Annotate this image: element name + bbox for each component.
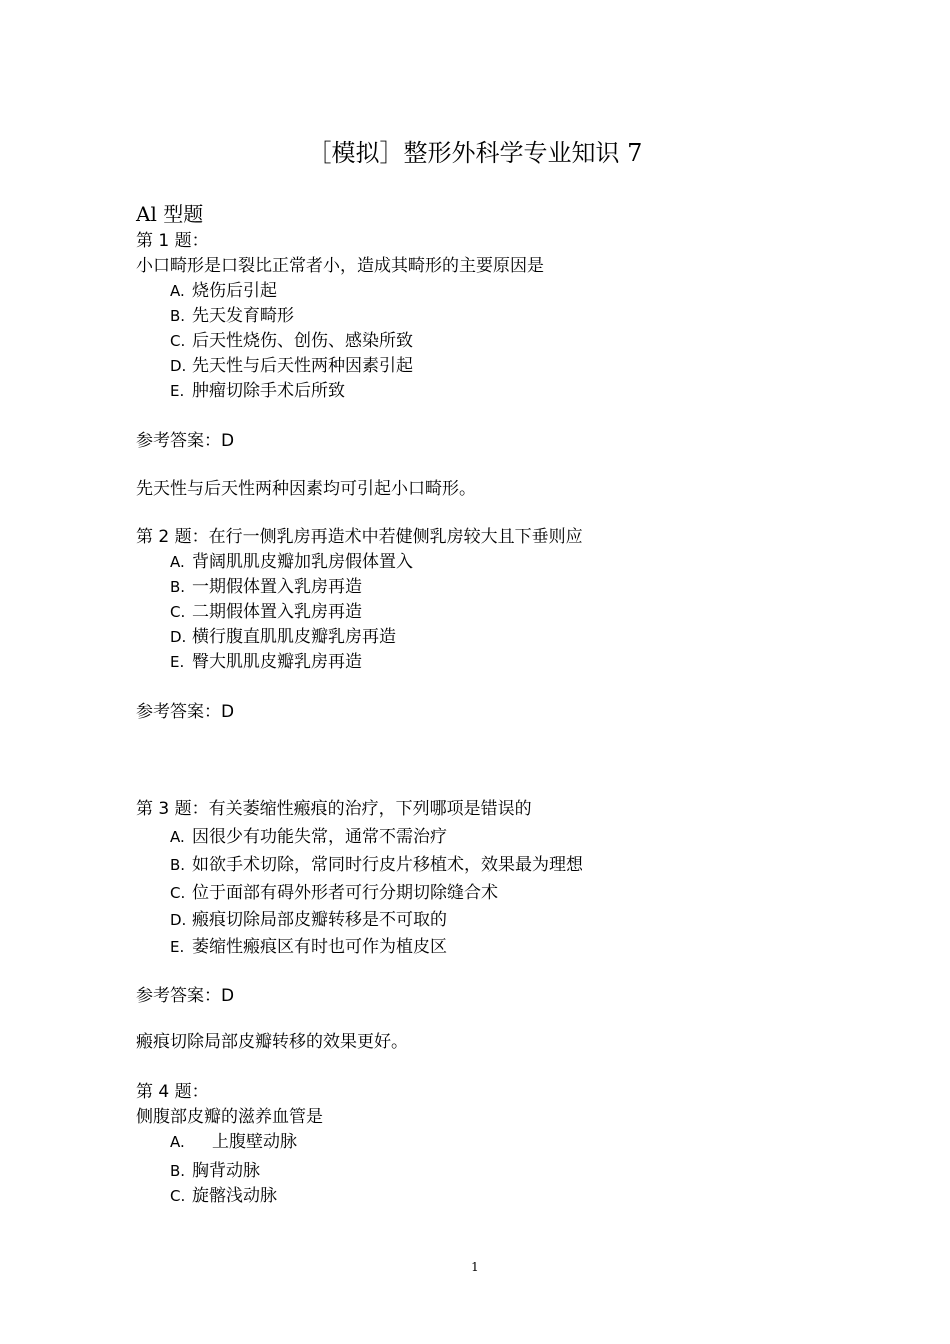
- q1-option-e: [170, 379, 345, 404]
- q4-option-c: [170, 1184, 277, 1209]
- q1-explanation: 先天性与后天性两种因素均可引起小口畸形。: [136, 479, 476, 499]
- q3-answer: 参考答案：D: [136, 986, 235, 1006]
- option-letter: A.: [170, 282, 185, 300]
- option-letter: A.: [170, 553, 185, 571]
- page-number: 1: [471, 1260, 479, 1274]
- option-letter: C.: [170, 884, 186, 902]
- option-text: 横行腹直肌肌皮瓣乳房再造: [192, 627, 396, 647]
- option-text: 一期假体置入乳房再造: [192, 577, 362, 597]
- q3-option-a: [170, 825, 447, 850]
- option-letter: E.: [170, 653, 185, 671]
- option-letter: D.: [170, 628, 187, 646]
- option-letter: D.: [170, 911, 187, 929]
- q3-option-e: [170, 935, 447, 960]
- option-text: 先天发育畸形: [192, 306, 294, 326]
- q4-stem: 侧腹部皮瓣的滋养血管是: [136, 1107, 323, 1127]
- option-text: 上腹壁动脉: [212, 1132, 297, 1152]
- option-text: 后天性烧伤、创伤、感染所致: [192, 331, 413, 351]
- option-letter: C.: [170, 603, 186, 621]
- option-letter: A.: [170, 828, 185, 846]
- option-text: 位于面部有碍外形者可行分期切除缝合术: [192, 883, 498, 903]
- option-letter: E.: [170, 382, 185, 400]
- option-text: 臀大肌肌皮瓣乳房再造: [192, 652, 362, 672]
- option-text: 瘢痕切除局部皮瓣转移是不可取的: [192, 910, 447, 930]
- q3-explanation: 瘢痕切除局部皮瓣转移的效果更好。: [136, 1032, 408, 1052]
- option-text: 旋髂浅动脉: [192, 1186, 277, 1206]
- q1-option-d: [170, 354, 413, 379]
- q3-stem: 第 3 题：有关萎缩性瘢痕的治疗，下列哪项是错误的: [136, 799, 532, 819]
- q2-answer: 参考答案：D: [136, 702, 235, 722]
- q1-option-b: [170, 304, 294, 329]
- q2-option-c: [170, 600, 362, 625]
- option-letter: B.: [170, 856, 186, 874]
- option-letter: B.: [170, 578, 186, 596]
- q2-option-a: [170, 550, 413, 575]
- option-text: 肿瘤切除手术后所致: [192, 381, 345, 401]
- q3-option-b: [170, 853, 583, 878]
- option-letter: A.: [170, 1133, 185, 1151]
- q4-option-b: [170, 1159, 260, 1184]
- option-text: 先天性与后天性两种因素引起: [192, 356, 413, 376]
- q1-stem: 小口畸形是口裂比正常者小，造成其畸形的主要原因是: [136, 256, 544, 276]
- option-letter: E.: [170, 938, 185, 956]
- q1-answer: 参考答案：D: [136, 431, 235, 451]
- option-text: 胸背动脉: [192, 1161, 260, 1181]
- q4-option-a: [170, 1130, 297, 1155]
- option-text: 烧伤后引起: [192, 281, 277, 301]
- option-letter: C.: [170, 1187, 186, 1205]
- q1-option-a: [170, 279, 277, 304]
- option-text: 因很少有功能失常，通常不需治疗: [192, 827, 447, 847]
- option-letter: C.: [170, 332, 186, 350]
- q1-label: 第 1 题：: [136, 231, 209, 251]
- option-text: 背阔肌肌皮瓣加乳房假体置入: [192, 552, 413, 572]
- q2-stem: 第 2 题：在行一侧乳房再造术中若健侧乳房较大且下垂则应: [136, 527, 583, 547]
- option-text: 如欲手术切除，常同时行皮片移植术，效果最为理想: [192, 855, 583, 875]
- q2-option-e: [170, 650, 362, 675]
- section-title: Al 型题: [136, 202, 204, 226]
- q2-option-d: [170, 625, 396, 650]
- option-letter: B.: [170, 1162, 186, 1180]
- q1-option-c: [170, 329, 413, 354]
- q3-option-d: [170, 908, 447, 933]
- option-letter: D.: [170, 357, 187, 375]
- option-letter: B.: [170, 307, 186, 325]
- q3-option-c: [170, 881, 498, 906]
- option-text: 二期假体置入乳房再造: [192, 602, 362, 622]
- option-text: 萎缩性瘢痕区有时也可作为植皮区: [192, 937, 447, 957]
- page-title: ［模拟］整形外科学专业知识 7: [307, 139, 643, 167]
- q2-option-b: [170, 575, 362, 600]
- q4-label: 第 4 题：: [136, 1082, 209, 1102]
